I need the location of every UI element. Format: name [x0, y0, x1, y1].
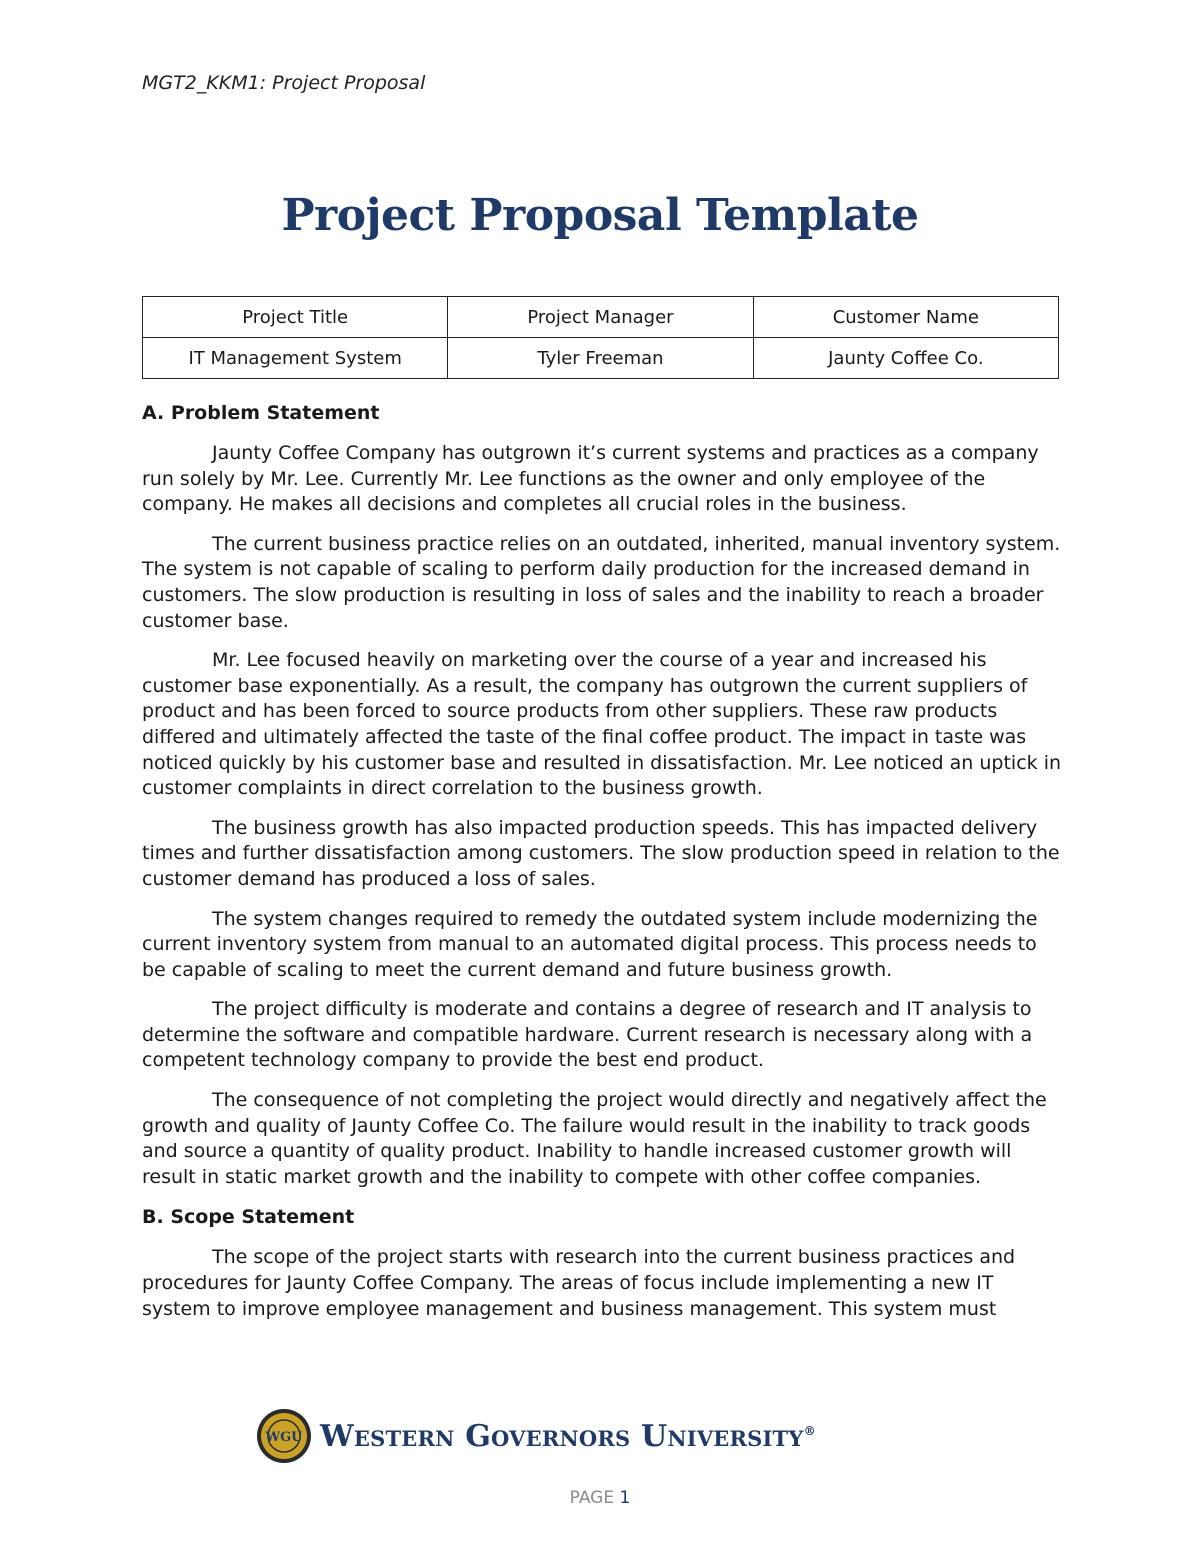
value-project-manager: Tyler Freeman — [448, 338, 753, 379]
paragraph: The system changes required to remedy the outdated system include modernizing the current inventory system from manual to an automated digital process. This process needs to be capable of scaling to meet the current demand and future business growth. — [142, 907, 1038, 981]
wgu-logo — [256, 1408, 816, 1464]
paragraph: The current business practice relies on an outdated, inherited, manual inventory system. The system is not capable of scaling to perform daily production for the increased demand in customers. The slow production is resulting in loss of sales and the inability to reach a broader customer base. — [142, 532, 1061, 632]
section-heading: A. Problem Statement — [142, 402, 380, 424]
document-header: MGT2_KKM1: Project Proposal — [142, 72, 426, 94]
wgu-wordmark-text: Western Governors University — [320, 1418, 804, 1454]
paragraph: Jaunty Coffee Company has outgrown it’s current systems and practices as a company run solely by Mr. Lee. Currently Mr. Lee functions as the owner and only employee of the company. He makes all decisions and completes all crucial roles in the business. — [142, 442, 1039, 516]
header-project-manager: Project Manager — [448, 297, 753, 338]
wgu-wordmark — [320, 1419, 816, 1454]
problem-statement-section — [142, 400, 1062, 1190]
document-title: Project Proposal Template — [281, 190, 919, 241]
page-number — [0, 1488, 1200, 1508]
registered-mark: ® — [803, 1423, 816, 1438]
paragraph: The project difficulty is moderate and contains a degree of research and IT analysis to determine the software and compatible hardware. Current research is necessary along with a competent technology company to provide the best end product. — [142, 998, 1033, 1072]
header-project-title: Project Title — [143, 297, 448, 338]
paragraph: The consequence of not completing the project would directly and negatively affect the growth and quality of Jaunty Coffee Co. The failure would result in the inability to track goods and source a quantity of quality product. Inability to handle increased customer growth will result in static market growth and the inability to compete with other coffee companies. — [142, 1089, 1047, 1188]
table-value-row — [143, 338, 1059, 379]
value-project-title: IT Management System — [143, 338, 448, 379]
scope-statement-section — [142, 1204, 1062, 1322]
document-body — [142, 400, 1062, 1336]
page-label: PAGE — [569, 1488, 615, 1508]
section-heading: B. Scope Statement — [142, 1206, 355, 1229]
header-customer-name: Customer Name — [753, 297, 1058, 338]
seal-lettering: WGU — [265, 1430, 303, 1445]
project-info-table — [142, 296, 1059, 379]
paragraph: Mr. Lee focused heavily on marketing over the course of a year and increased his customer base exponentially. As a result, the company has outgrown the current suppliers of product and has been forced to source products from other suppliers. These raw products differed and ultimately affected the taste of the final coffee product. The impact in taste was noticed quickly by his customer base and resulted in dissatisfaction. Mr. Lee noticed an uptick in customer complaints in direct correlation to the business growth. — [142, 649, 1062, 800]
value-customer-name: Jaunty Coffee Co. — [753, 338, 1058, 379]
paragraph: The business growth has also impacted production speeds. This has impacted delivery times and further dissatisfaction among customers. The slow production speed in relation to the customer demand has produced a loss of sales. — [142, 816, 1060, 890]
table-header-row — [143, 297, 1059, 338]
wgu-seal-icon — [256, 1408, 312, 1464]
paragraph: The scope of the project starts with research into the current business practices and procedures for Jaunty Coffee Company. The areas of focus include implementing a new IT system to improve employee management and business management. This system must — [142, 1246, 1016, 1320]
page-number-value: 1 — [619, 1488, 631, 1508]
